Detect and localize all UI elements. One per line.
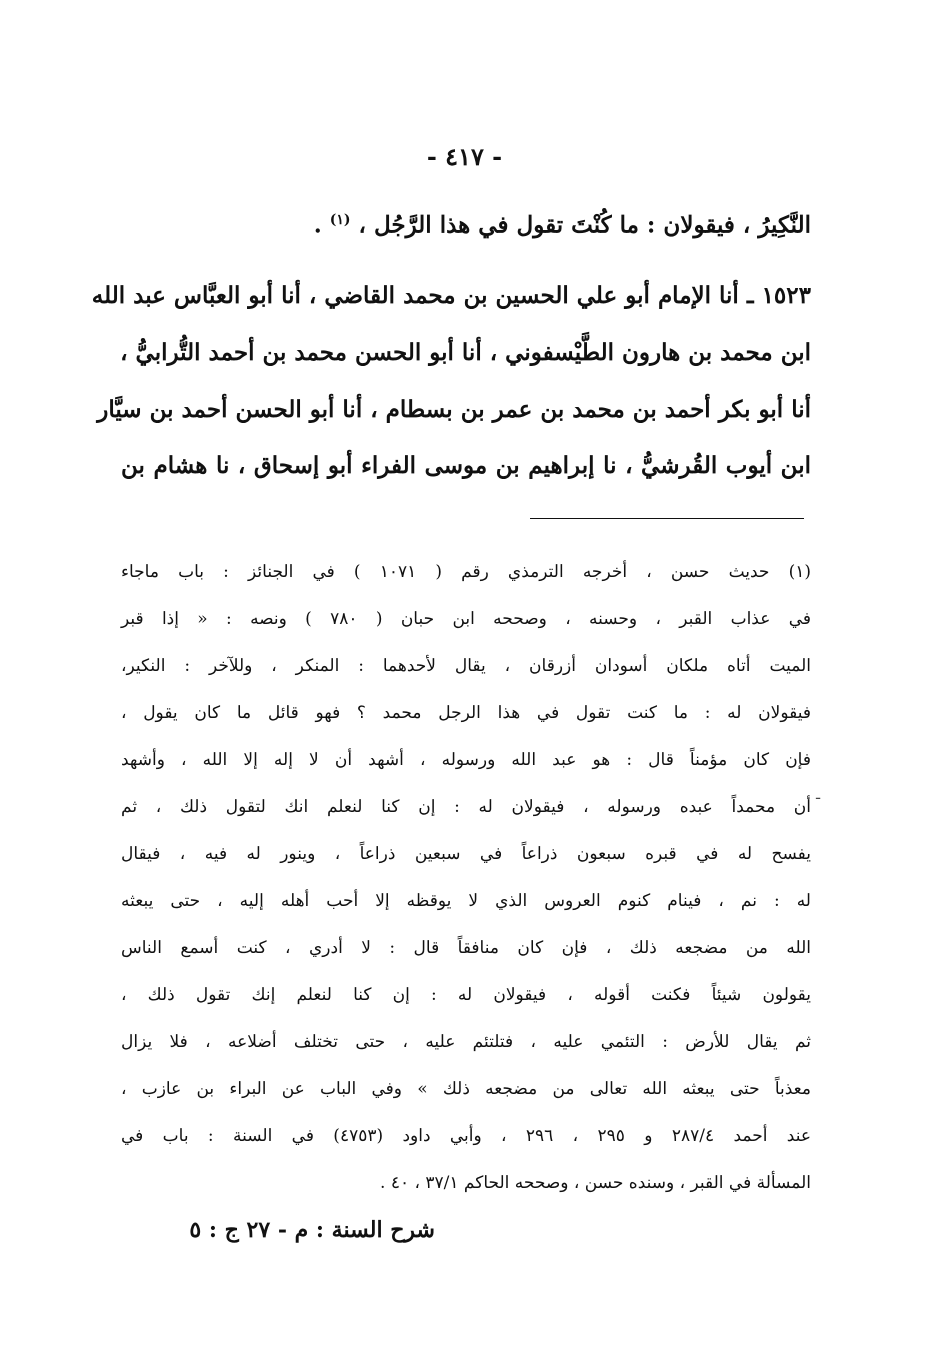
footnote-line: (١) حديث حسن ، أخرجه الترمذي رقم ( ١٠٧١ ) في الجنائز : باب ماجاء <box>121 562 811 582</box>
footnote-line: له : نم ، فينام كنوم العروس الذي لا يوقظه إلا أحب أهله إليه ، حتى يبعثه <box>121 891 811 911</box>
footnote-line: الميت أتاه ملكان أسودان أزرقان ، يقال لأحدهما : المنكر ، وللآخر : النكير، <box>121 656 811 676</box>
intro-end: . <box>313 211 322 239</box>
footnote-line: يفسح له في قبره سبعون ذراعاً في سبعين ذراعاً ، وينور له فيه ، فيقال <box>121 844 811 864</box>
intro-line <box>121 200 811 246</box>
hadith-line: ١٥٢٣ ـ أنا الإمام أبو علي الحسين بن محمد القاضي ، أنا أبو العبَّاس عبد الله <box>91 282 811 309</box>
hadith-line: ابن أيوب القُرشيُّ ، نا إبراهيم بن موسى الفراء أبو إسحاق ، نا هشام بن <box>121 452 811 479</box>
footnote-line: أن محمداً عبده ورسوله ، فيقولان له : إن كنا لنعلم انك لتقول ذلك ، ثم <box>121 797 811 817</box>
signature-line: شرح السنة : م - ٢٧ ج : ٥ <box>189 1217 435 1243</box>
intro-text: النَّكِيرُ ، فيقولان : ما كُنْتَ تقول في هذا الرَّجُل ، <box>358 211 811 239</box>
hadith-line: ابن محمد بن هارون الطَّيْسفوني ، أنا أبو الحسن محمد بن أحمد التُّرابيُّ ، <box>120 339 811 366</box>
footnote-reference: (١) <box>329 212 351 228</box>
page-number: - ٤١٧ - <box>426 142 503 171</box>
footnote-line: ثم يقال للأرض : التئمي عليه ، فتلتئم عليه ، حتى تختلف أضلاعه ، فلا يزال <box>121 1032 811 1052</box>
margin-mark: ـ <box>816 787 821 803</box>
footnote-line: يقولون شيئاً فكنت أقوله ، فيقولان له : إن كنا لنعلم إنك تقول ذلك ، <box>121 985 811 1005</box>
hadith-line: أنا أبو بكر أحمد بن محمد بن عمر بن بسطام ، أنا أبو الحسن أحمد بن سيَّار <box>97 396 811 423</box>
footnote-line: فإن كان مؤمناً قال : هو عبد الله ورسوله ، أشهد أن لا إله إلا الله ، وأشهد <box>121 750 811 770</box>
footnote-line: معذباً حتى يبعثه الله تعالى من مضجعه ذلك » وفي الباب عن البراء بن عازب ، <box>121 1079 811 1099</box>
footnote-line: فيقولان له : ما كنت تقول في هذا الرجل محمد ؟ فهو قائل ما كان يقول ، <box>121 703 811 723</box>
footnote-line: المسألة في القبر ، وسنده حسن ، وصححه الحاكم ٣٧/١ ، ٤٠ . <box>380 1173 811 1193</box>
footnote-line: في عذاب القبر ، وحسنه ، وصححه ابن حبان ( ٧٨٠ ) ونصه : « إذا قبر <box>121 609 811 629</box>
footnote-line: الله من مضجعه ذلك ، فإن كان منافقاً قال : لا أدري ، كنت أسمع الناس <box>121 938 811 958</box>
footnote-divider <box>530 518 804 519</box>
footnote-line: عند أحمد ٢٨٧/٤ و ٢٩٥ ، ٢٩٦ ، وأبي داود (٤٧٥٣) في السنة : باب في <box>121 1126 811 1146</box>
